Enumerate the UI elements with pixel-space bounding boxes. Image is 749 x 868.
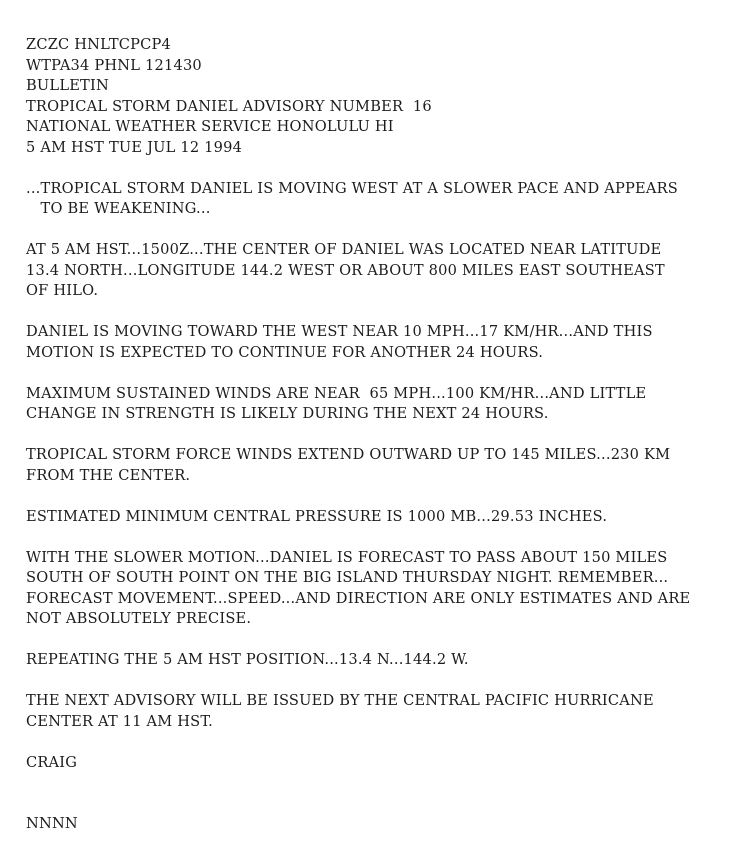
header-line: WTPA34 PHNL 121430 <box>26 56 202 74</box>
paragraph-line: THE NEXT ADVISORY WILL BE ISSUED BY THE CENTRAL PACIFIC HURRICANE <box>26 692 654 709</box>
location-paragraph <box>26 240 690 302</box>
blank-line <box>26 732 690 753</box>
paragraph-line: WITH THE SLOWER MOTION...DANIEL IS FORECAST TO PASS ABOUT 150 MILES <box>26 548 668 566</box>
signature-block <box>26 753 690 774</box>
pressure-paragraph <box>26 507 690 528</box>
paragraph-line: REPEATING THE 5 AM HST POSITION...13.4 N...144.2 W. <box>26 651 469 668</box>
blank-line <box>26 486 690 507</box>
paragraph-line: DANIEL IS MOVING TOWARD THE WEST NEAR 10 MPH...17 KM/HR...AND THIS <box>26 323 653 340</box>
paragraph-line: SOUTH OF SOUTH POINT ON THE BIG ISLAND THURSDAY NIGHT. REMEMBER... <box>26 569 669 586</box>
blank-line <box>26 158 690 179</box>
blank-line <box>26 302 690 323</box>
paragraph-line: 13.4 NORTH...LONGITUDE 144.2 WEST OR ABOUT 800 MILES EAST SOUTHEAST <box>26 261 665 279</box>
paragraph-line: CHANGE IN STRENGTH IS LIKELY DURING THE NEXT 24 HOURS. <box>26 405 549 422</box>
paragraph-line: TO BE WEAKENING... <box>26 200 211 217</box>
blank-line <box>26 220 690 241</box>
motion-paragraph <box>26 322 690 363</box>
blank-line <box>26 363 690 384</box>
paragraph-line: FROM THE CENTER. <box>26 466 191 484</box>
paragraph-line: OF HILO. <box>26 282 99 299</box>
blank-line <box>26 773 690 794</box>
headline-paragraph <box>26 179 690 220</box>
header-line: ZCZC HNLTCPCP4 <box>26 36 172 53</box>
blank-line <box>26 794 690 815</box>
blank-line <box>26 630 690 651</box>
forecaster-signature: CRAIG <box>26 753 78 771</box>
advisory-text <box>26 35 690 835</box>
wind-extent-paragraph <box>26 445 690 486</box>
repeat-position-paragraph <box>26 650 690 671</box>
winds-paragraph <box>26 384 690 425</box>
paragraph-line: NOT ABSOLUTELY PRECISE. <box>26 610 252 627</box>
paragraph-line: CENTER AT 11 AM HST. <box>26 712 213 730</box>
issue-time: 5 AM HST TUE JUL 12 1994 <box>26 138 243 156</box>
paragraph-line: MOTION IS EXPECTED TO CONTINUE FOR ANOTHER 24 HOURS. <box>26 343 544 361</box>
issuing-office: NATIONAL WEATHER SERVICE HONOLULU HI <box>26 118 394 135</box>
blank-line <box>26 425 690 446</box>
header-line: BULLETIN <box>26 77 109 94</box>
footer-block <box>26 814 690 835</box>
blank-line <box>26 527 690 548</box>
end-of-message: NNNN <box>26 815 78 832</box>
paragraph-line: TROPICAL STORM FORCE WINDS EXTEND OUTWARD UP TO 145 MILES...230 KM <box>26 446 671 463</box>
paragraph-line: FORECAST MOVEMENT...SPEED...AND DIRECTION ARE ONLY ESTIMATES AND ARE <box>26 589 691 607</box>
paragraph-line: ESTIMATED MINIMUM CENTRAL PRESSURE IS 1000 MB...29.53 INCHES. <box>26 507 608 525</box>
forecast-paragraph <box>26 548 690 630</box>
blank-line <box>26 671 690 692</box>
paragraph-line: AT 5 AM HST...1500Z...THE CENTER OF DANIEL WAS LOCATED NEAR LATITUDE <box>26 241 662 258</box>
header-block <box>26 35 690 158</box>
paragraph-line: MAXIMUM SUSTAINED WINDS ARE NEAR 65 MPH...100 KM/HR...AND LITTLE <box>26 384 647 402</box>
next-advisory-paragraph <box>26 691 690 732</box>
advisory-title: TROPICAL STORM DANIEL ADVISORY NUMBER 16 <box>26 97 432 115</box>
paragraph-line: ...TROPICAL STORM DANIEL IS MOVING WEST AT A SLOWER PACE AND APPEARS <box>26 179 678 197</box>
